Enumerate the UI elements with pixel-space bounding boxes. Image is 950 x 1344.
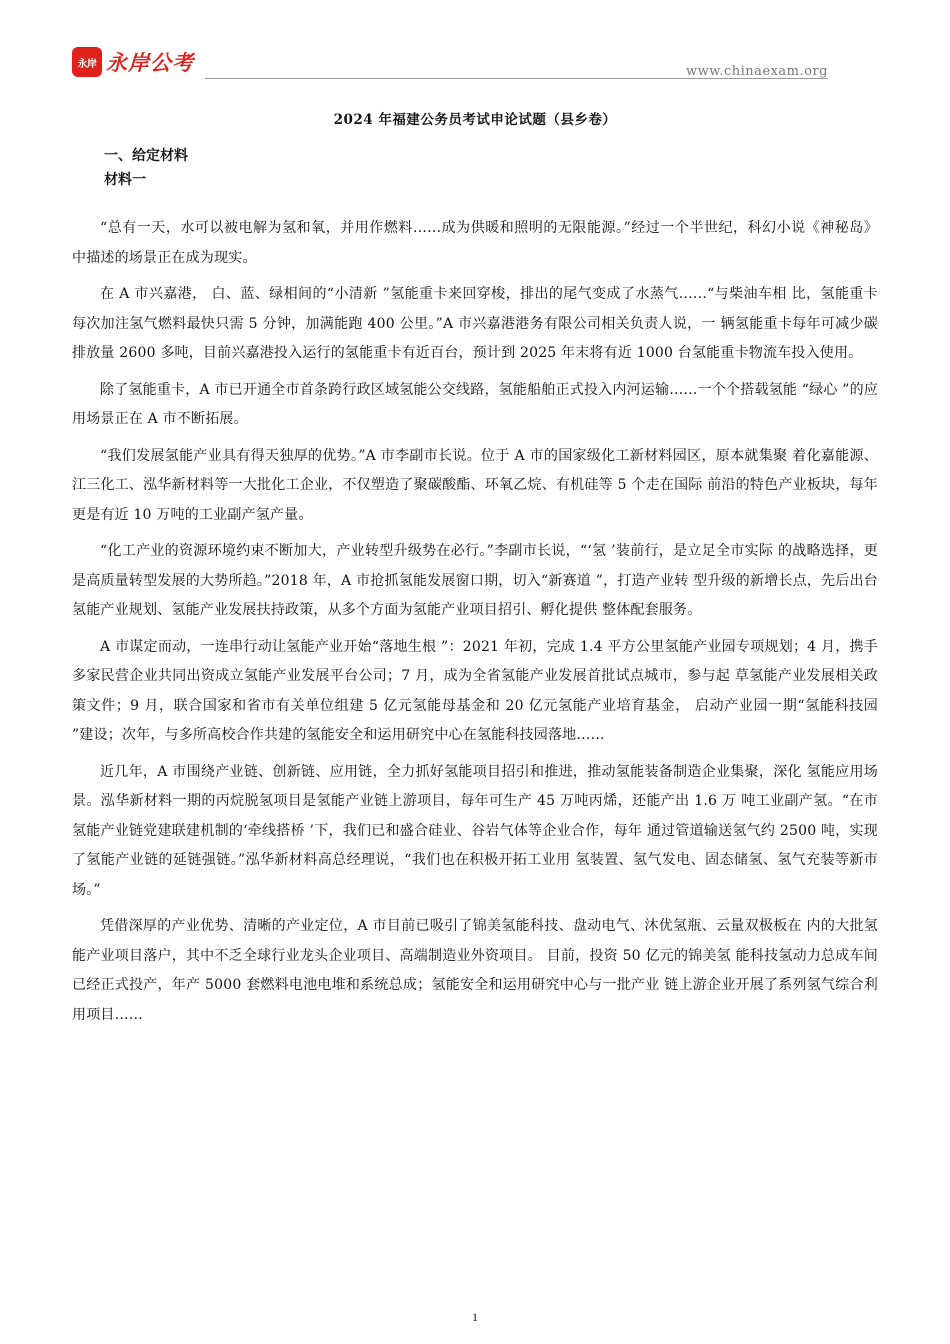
paragraph: “总有一天，水可以被电解为氢和氧，并用作燃料……成为供暖和照明的无限能源。”经过一个半世纪，科幻小说《神秘岛》 中描述的场景正在成为现实。 (72, 220, 878, 266)
document-title: 2024 年福建公务员考试申论试题（县乡卷） (333, 112, 617, 128)
logo-badge-icon: 永岸 (72, 47, 102, 77)
paragraph: 在 A 市兴嘉港， 白、蓝、绿相间的“小清新 ”氢能重卡来回穿梭，排出的尾气变成了水蒸气……“与柴油车相 比，氢能重卡每次加注氢气燃料最快只需 5 分钟，加满能跑 400 公里。”A 市兴嘉港港务有限公司相关负责人说，一 辆氢能重卡每年可减少碳排放量 2600 多吨，目前兴嘉港投入运行的氢能重卡有近百台，预计到 2025 年末将有近 1000 台氢能重卡物流车投入使用。 (72, 286, 878, 361)
material-heading: 材料一 (104, 172, 146, 188)
logo-wordmark: 永岸公考 (106, 51, 194, 75)
paragraph: “化工产业的资源环境约束不断加大，产业转型升级势在必行。”李副市长说，“‘氢 ’装前行，是立足全市实际 的战略选择，更是高质量转型发展的大势所趋。”2018 年，A 市抢抓氢能发展窗口期，切入“新赛道 ”，打造产业转 型升级的新增长点，先后出台氢能产业规划、氢能产业发展扶持政策，从多个方面为氢能产业项目招引、孵化提供 整体配套服务。 (72, 543, 878, 618)
paragraph: 除了氢能重卡，A 市已开通全市首条跨行政区域氢能公交线路，氢能船舶正式投入内河运输……一个个搭载氢能 “绿心 ”的应用场景正在 A 市不断拓展。 (72, 381, 878, 427)
material-paragraphs (72, 214, 878, 1030)
document-body (72, 100, 878, 1037)
paragraph: 凭借深厚的产业优势、清晰的产业定位，A 市目前已吸引了锦美氢能科技、盘动电气、沐优氢瓶、云量双极板在 内的大批氢能产业项目落户，其中不乏全球行业龙头企业项目、高端制造业外资项目。 目前，投资 50 亿元的锦美氢 能科技氢动力总成车间已经正式投产，年产 5000 套燃料电池电堆和系统总成；氢能安全和运用研究中心与一批产业 链上游企业开展了系列氢气综合利用项目…… (72, 918, 878, 1023)
page-number: 1 (472, 1310, 478, 1324)
paragraph: A 市谋定而动，一连串行动让氢能产业开始“落地生根 ”：2021 年初，完成 1.4 平方公里氢能产业园专项规划；4 月，携手多家民营企业共同出资成立氢能产业发展平台公司；7 月，成为全省氢能产业发展首批试点城市，参与起 草氢能产业发展相关政策文件；9 月，联合国家和省市有关单位组建 5 亿元氢能母基金和 20 亿元氢能产业培育基金， 启动产业园一期“氢能科技园 ”建设；次年，与多所高校合作共建的氢能安全和运用研究中心在氢能科技园落地…… (72, 638, 878, 743)
page-header (0, 0, 950, 90)
site-url[interactable]: www.chinaexam.org (685, 64, 828, 79)
paragraph: 近几年，A 市围绕产业链、创新链、应用链，全力抓好氢能项目招引和推进，推动氢能装备制造企业集聚，深化 氢能应用场景。泓华新材料一期的丙烷脱氢项目是氢能产业链上游项目，每年可生产 45 万吨丙烯，还能产出 1.6 万 吨工业副产氢。“在市氢能产业链党建联建机制的‘牵线搭桥 ’下，我们已和盛合硅业、谷岩气体等企业合作，每年 通过管道输送氢气约 2500 吨，实现了氢能产业链的延链强链。”泓华新材料高总经理说，“我们也在积极开拓工业用 氢装置、氢气发电、固态储氢、氢气充装等新市场。” (72, 763, 878, 898)
brand-logo[interactable] (72, 47, 194, 77)
section-heading: 一、给定材料 (104, 148, 188, 164)
paragraph: “我们发展氢能产业具有得天独厚的优势。”A 市李副市长说。位于 A 市的国家级化工新材料园区，原本就集聚 着化嘉能源、江三化工、泓华新材料等一大批化工企业，不仅塑造了聚碳酸酯、环氧乙烷、有机硅等 5 个走在国际 前沿的特色产业板块，每年更是有近 10 万吨的工业副产氢产量。 (72, 447, 878, 523)
